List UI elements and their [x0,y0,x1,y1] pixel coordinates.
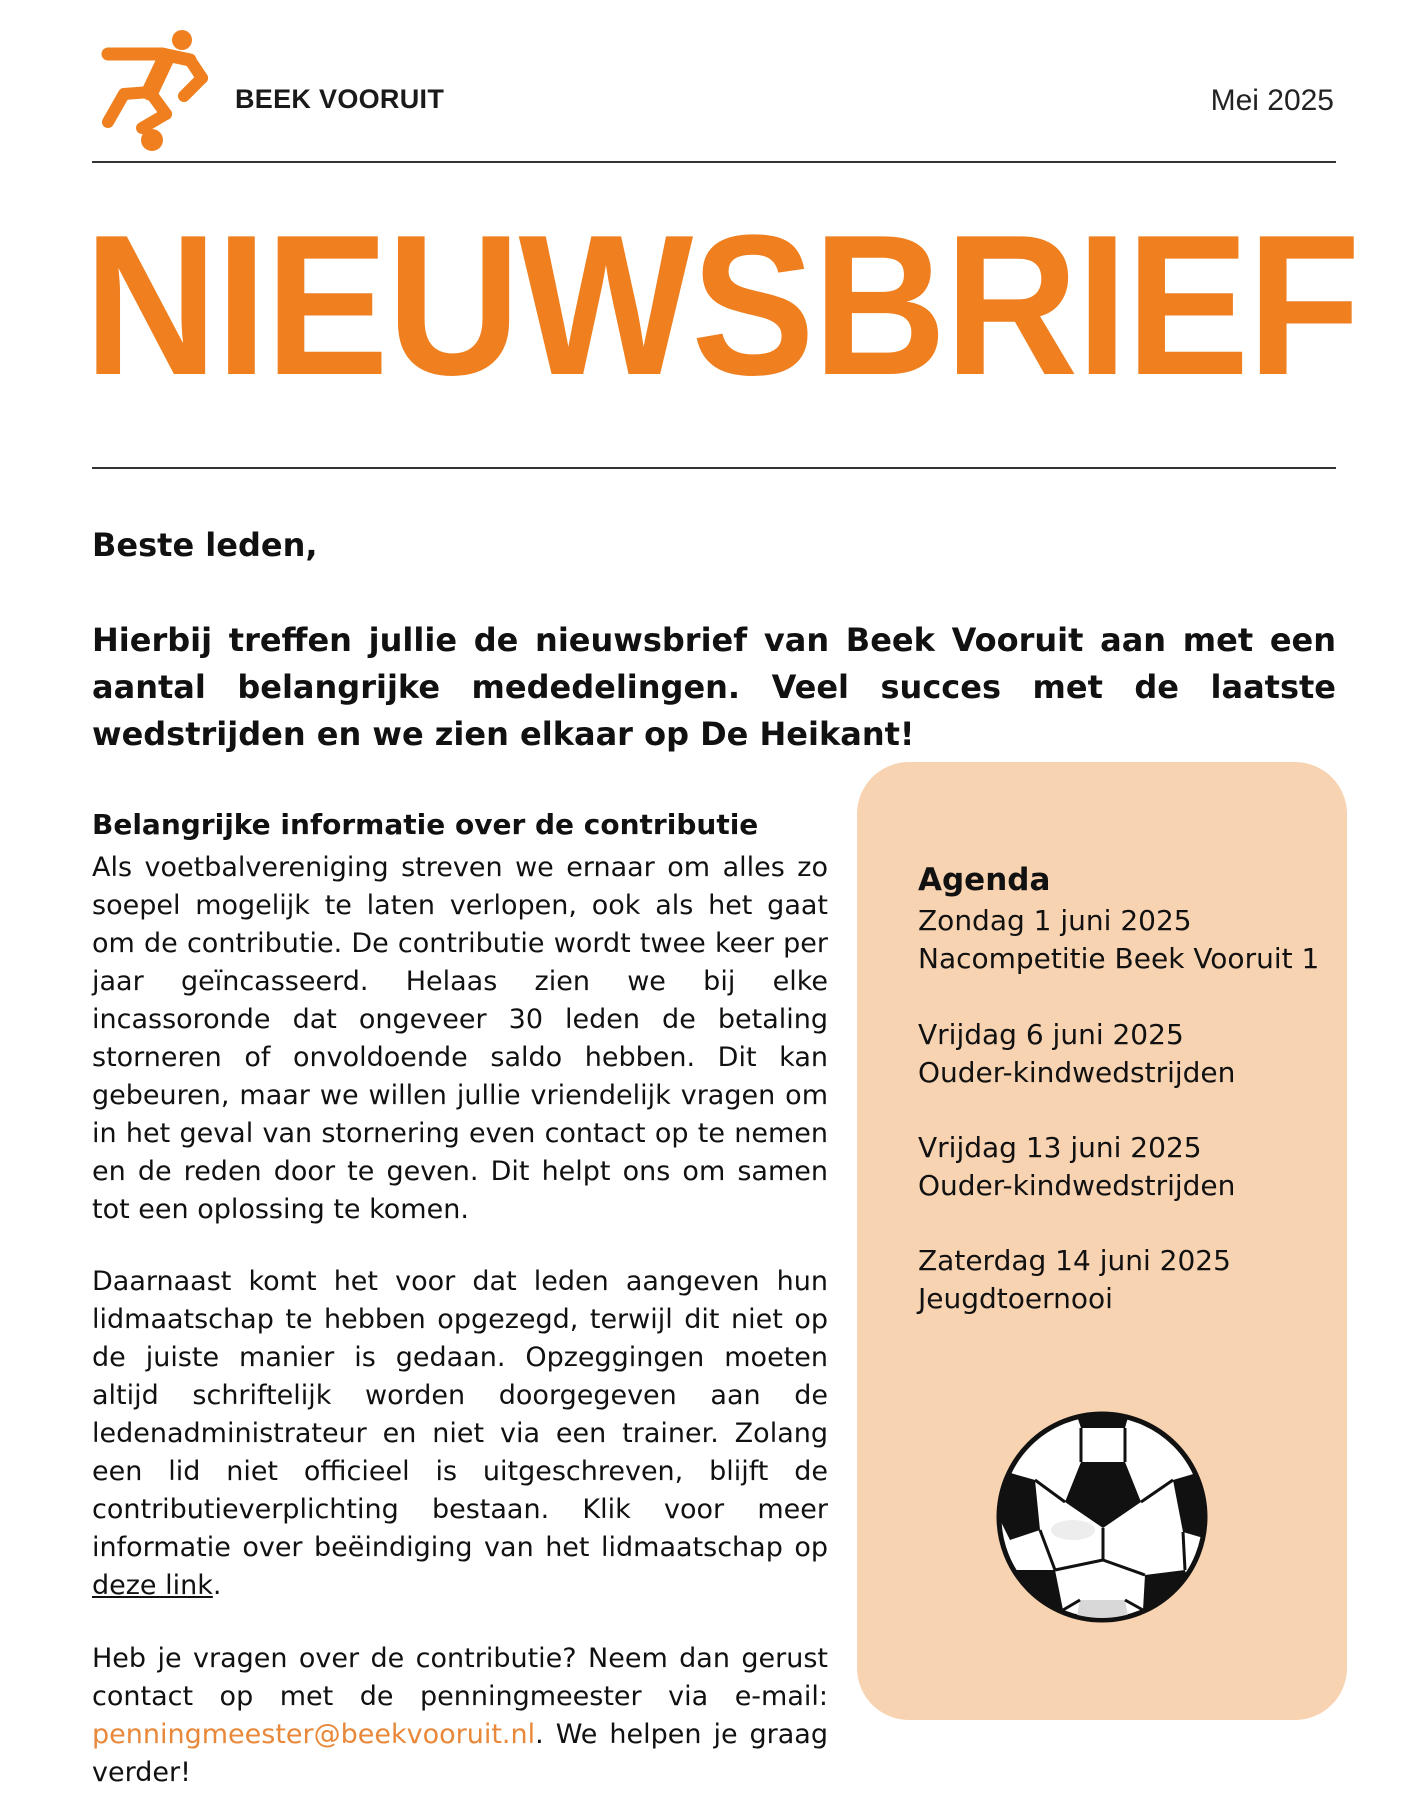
paragraph-contributie: Als voetbalvereniging streven we ernaar om alles zo soepel mogelijk te laten verlopen, ook als het gaat om de contributie. De contributie wordt twee keer per jaar geïncasseerd. Helaas zien we bij elke incassoronde dat ongeveer 30 leden de betaling storneren of onvoldoende saldo hebben. Dit kan gebeuren, maar we willen jullie vriendelijk vragen om in het geval van stornering even contact op te nemen en de reden door te geven. Dit helpt ons om samen tot een oplossing te komen. [92,852,828,1225]
agenda-item [918,1242,1338,1318]
agenda-item [918,1129,1338,1205]
agenda-item [918,902,1338,978]
agenda-item-date: Zondag 1 juni 2025 [918,904,1192,937]
greeting: Beste leden, [92,526,318,564]
agenda-item-date: Zaterdag 14 juni 2025 [918,1244,1231,1277]
agenda-item-event: Nacompetitie Beek Vooruit 1 [918,942,1320,975]
agenda-item-date: Vrijdag 6 juni 2025 [918,1018,1184,1051]
agenda-item-event: Ouder-kindwedstrijden [918,1056,1236,1089]
divider-bottom [92,467,1336,469]
paragraph-contact [92,1640,828,1792]
paragraph-opzegging [92,1263,828,1605]
club-name: BEEK VOORUIT [235,84,445,114]
paragraph-text: Daarnaast komt het voor dat leden aangeven hun lidmaatschap te hebben opgezegd, terwijl dit niet op de juiste manier is gedaan. Opzeggingen moeten altijd schriftelijk worden doorgegeven aan de ledenadministrateur en niet via een trainer. Zolang een lid niet officieel is uitgeschreven, blijft de contributieverplichting bestaan. Klik voor meer informatie over beëindiging van het lidmaatschap op [92,1266,828,1563]
agenda-item-event: Ouder-kindwedstrijden [918,1169,1236,1202]
issue-date: Mei 2025 [1210,84,1334,117]
paragraph-text: Heb je vragen over de contributie? Neem dan gerust contact op met de penningmeester via e-mail: [92,1643,828,1712]
section-heading: Belangrijke informatie over de contributie [92,808,759,841]
paragraph-end: . [212,1570,222,1601]
membership-info-link[interactable]: deze link [92,1570,213,1601]
agenda-title: Agenda [918,862,1051,898]
soccer-ball-icon [995,1410,1210,1625]
paragraph-end: . We helpen je graag verder! [92,1719,828,1788]
agenda-item-date: Vrijdag 13 juni 2025 [918,1131,1202,1164]
intro-text: Hierbij treffen jullie de nieuwsbrief van Beek Vooruit aan met een aantal belangrijke mededelingen. Veel succes met de laatste wedstrijden en we zien elkaar op De Heikant! [92,621,1336,753]
treasurer-email-link[interactable]: penningmeester@beekvooruit.nl [92,1719,536,1750]
footballer-logo-icon [100,30,218,152]
page-title: NIEUWSBRIEF [84,194,1359,417]
agenda-item-event: Jeugdtoernooi [918,1282,1113,1315]
agenda-item [918,1016,1338,1092]
divider-top [92,161,1336,163]
